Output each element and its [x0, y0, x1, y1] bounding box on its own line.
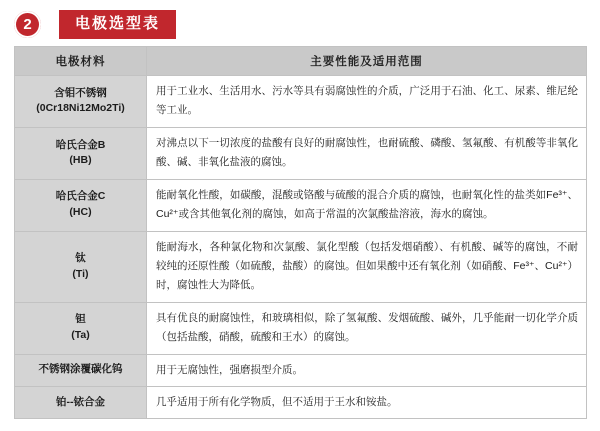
table-body [15, 76, 587, 419]
material-code: (HC) [69, 206, 92, 219]
table-row [15, 179, 587, 231]
cell-description: 具有优良的耐腐蚀性，和玻璃相似，除了氢氟酸、发烟硫酸、碱外，几乎能耐一切化学介质（包括盐酸，硝酸，硫酸和王水）的腐蚀。 [147, 302, 587, 354]
table-container [0, 46, 600, 419]
cell-material [15, 387, 147, 419]
cell-description: 用于工业水、生活用水、污水等具有弱腐蚀性的介质，广泛用于石油、化工、尿素、维尼纶等工业。 [147, 76, 587, 128]
material-name: 铂--铱合金 [56, 395, 105, 408]
column-header-material: 电极材料 [15, 47, 147, 76]
material-code: (0Cr18Ni12Mo2Ti) [36, 102, 125, 115]
cell-material [15, 354, 147, 386]
table-head [15, 47, 587, 76]
material-name: 钛 [75, 251, 86, 264]
cell-description: 对沸点以下一切浓度的盐酸有良好的耐腐蚀性，也耐硫酸、磷酸、氢氟酸、有机酸等非氧化酸、碱、非氧化盐液的腐蚀。 [147, 127, 587, 179]
table-row [15, 231, 587, 302]
table-row [15, 127, 587, 179]
cell-description: 能耐氧化性酸，如碳酸，混酸或铬酸与硫酸的混合介质的腐蚀，也耐氧化性的盐类如Fe³⁺、Cu²⁺或含其他氧化剂的腐蚀，如高于常温的次氯酸盐溶液，海水的腐蚀。 [147, 179, 587, 231]
material-code: (Ta) [71, 329, 90, 342]
table-header-row [15, 47, 587, 76]
table-row [15, 354, 587, 386]
material-code: (HB) [69, 154, 92, 167]
section-number-badge: 2 [14, 11, 41, 38]
material-name: 含钼不锈钢 [54, 86, 107, 99]
material-name: 钽 [75, 313, 86, 326]
electrode-selection-table [14, 46, 587, 419]
cell-material [15, 76, 147, 128]
cell-description: 用于无腐蚀性，强磨损型介质。 [147, 354, 587, 386]
material-name: 哈氏合金B [55, 138, 106, 151]
table-row [15, 302, 587, 354]
page-header [0, 0, 600, 46]
material-code: (Ti) [72, 267, 89, 280]
cell-material [15, 302, 147, 354]
page-title: 电极选型表 [59, 10, 176, 39]
table-row [15, 387, 587, 419]
material-name: 不锈钢涂覆碳化钨 [38, 363, 123, 376]
column-header-description: 主要性能及适用范围 [147, 47, 587, 76]
cell-material [15, 179, 147, 231]
cell-material [15, 231, 147, 302]
cell-material [15, 127, 147, 179]
cell-description: 能耐海水，各种氯化物和次氯酸、氯化型酸（包括发烟硝酸）、有机酸、碱等的腐蚀，不耐较纯的还原性酸（如硫酸，盐酸）的腐蚀。但如果酸中还有氧化剂（如硝酸、Fe³⁺、Cu²⁺）时，腐蚀性大为降低。 [147, 231, 587, 302]
table-row [15, 76, 587, 128]
cell-description: 几乎适用于所有化学物质，但不适用于王水和铵盐。 [147, 387, 587, 419]
material-name: 哈氏合金C [55, 190, 106, 203]
